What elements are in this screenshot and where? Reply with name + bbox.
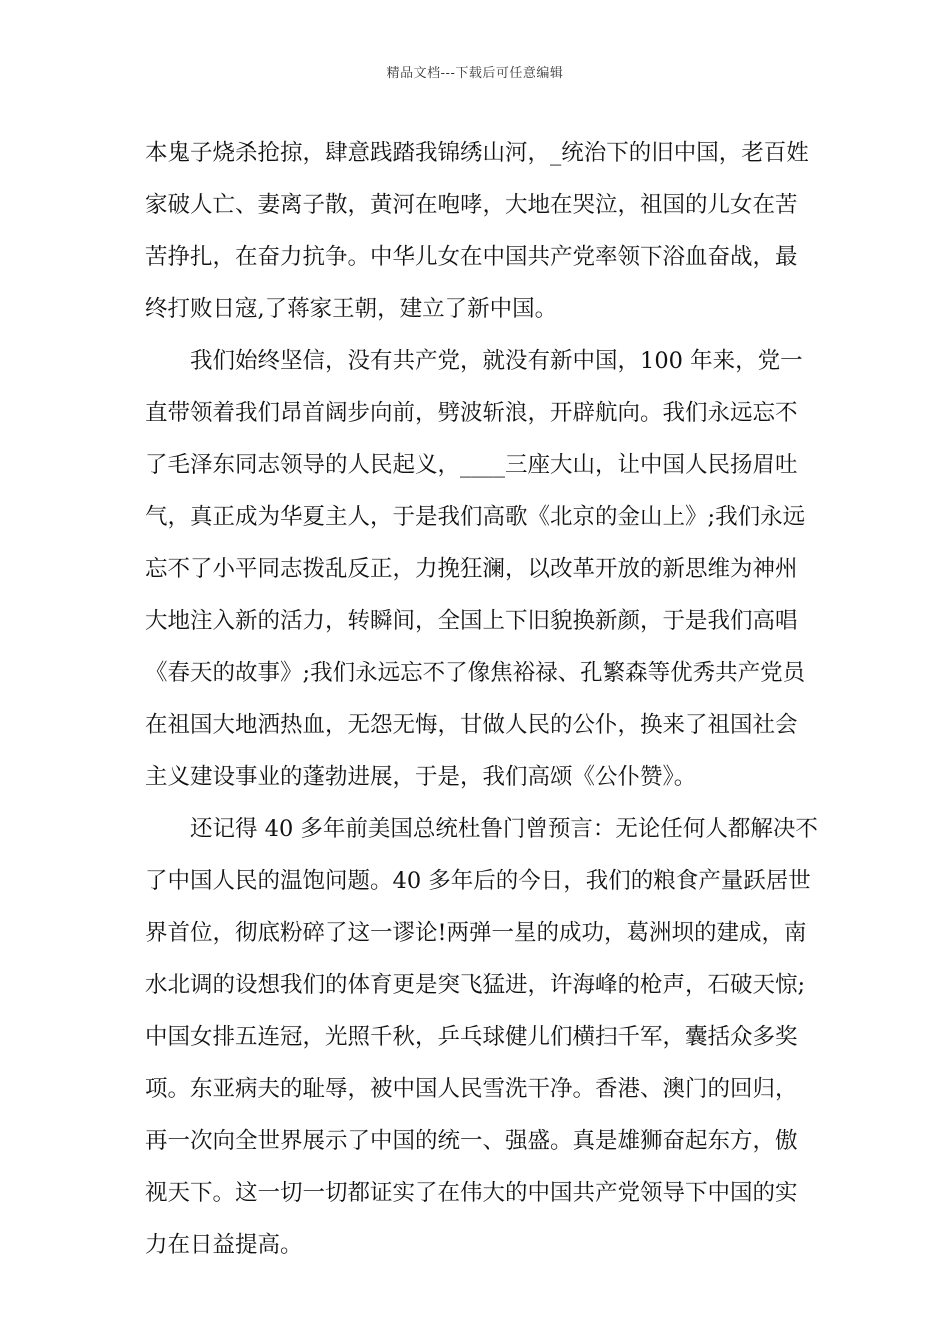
paragraph-line: 家破人亡、妻离子散，黄河在咆哮，大地在哭泣，祖国的儿女在苦 bbox=[145, 192, 798, 218]
paragraph-line: 了中国人民的温饱问题。40 多年后的今日，我们的粮食产量跃居世 bbox=[145, 868, 811, 894]
paragraph-line: 大地注入新的活力，转瞬间，全国上下旧貌换新颜，于是我们高唱 bbox=[145, 608, 798, 634]
paragraph-line: 了毛泽东同志领导的人民起义，____三座大山，让中国人民扬眉吐 bbox=[145, 452, 798, 478]
paragraph-line: 本鬼子烧杀抢掠，肆意践踏我锦绣山河，_统治下的旧中国，老百姓 bbox=[145, 140, 809, 166]
paragraph-line: 视天下。这一切一切都证实了在伟大的中国共产党领导下中国的实 bbox=[145, 1180, 798, 1206]
paragraph-line: 水北调的设想我们的体育更是突飞猛进，许海峰的枪声，石破天惊; bbox=[145, 972, 806, 998]
paragraph-line: 项。东亚病夫的耻辱，被中国人民雪洗干净。香港、澳门的回归， bbox=[145, 1076, 798, 1102]
paragraph-line: 我们始终坚信，没有共产党，就没有新中国，100 年来，党一 bbox=[190, 348, 803, 374]
paragraph-line: 直带领着我们昂首阔步向前，劈波斩浪，开辟航向。我们永远忘不 bbox=[145, 400, 798, 426]
page-header: 精品文档---下载后可任意编辑 bbox=[386, 66, 564, 81]
paragraph-line: 忘不了小平同志拨乱反正，力挽狂澜，以改革开放的新思维为神州 bbox=[145, 556, 798, 582]
paragraph-2 bbox=[145, 338, 809, 806]
paragraph-line: 终打败日寇,了蒋家王朝，建立了新中国。 bbox=[145, 296, 558, 322]
paragraph-line: 中国女排五连冠，光照千秋，乒乓球健儿们横扫千军，囊括众多奖 bbox=[145, 1024, 798, 1050]
paragraph-line: 再一次向全世界展示了中国的统一、强盛。真是雄狮奋起东方，傲 bbox=[145, 1128, 798, 1154]
paragraph-line: 气，真正成为华夏主人，于是我们高歌《北京的金山上》;我们永远 bbox=[145, 504, 806, 530]
paragraph-line: 主义建设事业的蓬勃进展，于是，我们高颂《公仆赞》。 bbox=[145, 764, 697, 790]
paragraph-line: 力在日益提高。 bbox=[145, 1232, 303, 1258]
paragraph-1 bbox=[145, 130, 809, 338]
paragraph-line: 界首位，彻底粉碎了这一谬论!两弹一星的成功，葛洲坝的建成，南 bbox=[145, 920, 807, 946]
paragraph-line: 《春天的故事》;我们永远忘不了像焦裕禄、孔繁森等优秀共产党员 bbox=[145, 660, 806, 686]
paragraph-3 bbox=[145, 806, 818, 1274]
document-body bbox=[145, 130, 818, 1274]
paragraph-line: 在祖国大地洒热血，无怨无悔，甘做人民的公仆，换来了祖国社会 bbox=[145, 712, 798, 738]
paragraph-line: 还记得 40 多年前美国总统杜鲁门曾预言：无论任何人都解决不 bbox=[190, 816, 818, 842]
paragraph-line: 苦挣扎，在奋力抗争。中华儿女在中国共产党率领下浴血奋战，最 bbox=[145, 244, 798, 270]
